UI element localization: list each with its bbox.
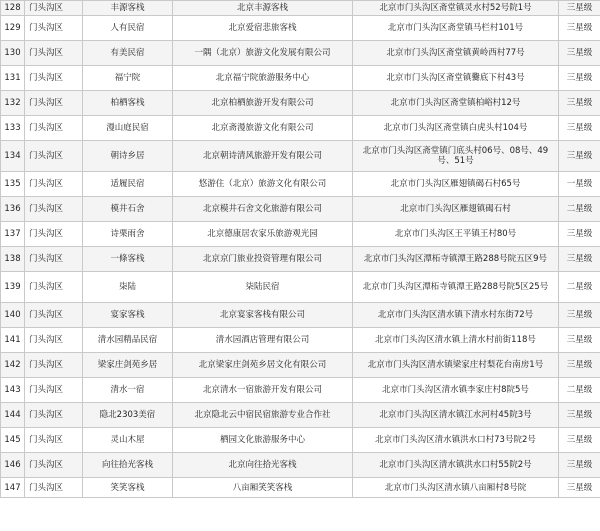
row-number: 143 (1, 378, 25, 403)
district: 门头沟区 (25, 116, 83, 141)
guesthouse-name: 朝诗乡居 (83, 141, 173, 172)
operator-company: 北京福宁院旅游服务中心 (173, 66, 353, 91)
row-number: 139 (1, 272, 25, 303)
operator-company: 一隅（北京）旅游文化发展有限公司 (173, 41, 353, 66)
table-body (1, 1, 600, 498)
address: 北京市门头沟区清水镇梁家庄村梨花台南房1号 (353, 353, 559, 378)
table-row (1, 353, 600, 378)
star-grade: 三星级 (559, 403, 600, 428)
address: 北京市门头沟区潭柘寺镇潭王路288号院五区9号 (353, 247, 559, 272)
operator-company: 北京京门旅业投资管理有限公司 (173, 247, 353, 272)
address: 北京市门头沟区清水镇下清水村东街72号 (353, 303, 559, 328)
address: 北京市门头沟区潭柘寺镇潭王路288号院5区25号 (353, 272, 559, 303)
row-number: 138 (1, 247, 25, 272)
operator-company: 北京梁家庄剑苑乡居文化有限公司 (173, 353, 353, 378)
star-grade: 三星级 (559, 453, 600, 478)
table-row (1, 328, 600, 353)
district: 门头沟区 (25, 272, 83, 303)
address: 北京市门头沟区清水镇八亩厢村8号院 (353, 478, 559, 498)
table-row (1, 41, 600, 66)
guesthouse-name: 适履民宿 (83, 172, 173, 197)
operator-company: 栖园文化旅游服务中心 (173, 428, 353, 453)
star-grade: 二星级 (559, 197, 600, 222)
row-number: 133 (1, 116, 25, 141)
star-grade: 三星级 (559, 353, 600, 378)
address: 北京市门头沟区斋堂镇白虎头村104号 (353, 116, 559, 141)
row-number: 132 (1, 91, 25, 116)
address: 北京市门头沟区雁翅镇碣石村65号 (353, 172, 559, 197)
table-row (1, 478, 600, 498)
address: 北京市门头沟区斋堂镇黄岭西村77号 (353, 41, 559, 66)
star-grade: 三星级 (559, 222, 600, 247)
district: 门头沟区 (25, 1, 83, 16)
table-row (1, 303, 600, 328)
guesthouse-name: 灵山木屋 (83, 428, 173, 453)
operator-company: 北京隐北云中宿民宿旅游专业合作社 (173, 403, 353, 428)
district: 门头沟区 (25, 378, 83, 403)
table-row (1, 222, 600, 247)
row-number: 131 (1, 66, 25, 91)
address: 北京市门头沟区斋堂镇门底头村06号、08号、49号、51号 (353, 141, 559, 172)
table-row (1, 116, 600, 141)
operator-company: 北京向往拾光客栈 (173, 453, 353, 478)
operator-company: 北京朝诗清风旅游开发有限公司 (173, 141, 353, 172)
district: 门头沟区 (25, 247, 83, 272)
row-number: 144 (1, 403, 25, 428)
star-grade: 一星级 (559, 172, 600, 197)
guesthouse-name: 有美民宿 (83, 41, 173, 66)
star-grade: 三星级 (559, 328, 600, 353)
row-number: 137 (1, 222, 25, 247)
table-row (1, 16, 600, 41)
row-number: 135 (1, 172, 25, 197)
row-number: 145 (1, 428, 25, 453)
address: 北京市门头沟区斋堂镇马栏村101号 (353, 16, 559, 41)
star-grade: 三星级 (559, 1, 600, 16)
table-row (1, 66, 600, 91)
operator-company: 北京清水一宿旅游开发有限公司 (173, 378, 353, 403)
table-row (1, 272, 600, 303)
district: 门头沟区 (25, 16, 83, 41)
guesthouse-name: 丰源客栈 (83, 1, 173, 16)
district: 门头沟区 (25, 403, 83, 428)
row-number: 130 (1, 41, 25, 66)
address: 北京市门头沟区雁翅镇碣石村 (353, 197, 559, 222)
guesthouse-name: 清水园精品民宿 (83, 328, 173, 353)
operator-company: 北京宴家客栈有限公司 (173, 303, 353, 328)
star-grade: 三星级 (559, 478, 600, 498)
star-grade: 二星级 (559, 378, 600, 403)
guesthouse-name: 隐北2303美宿 (83, 403, 173, 428)
district: 门头沟区 (25, 222, 83, 247)
row-number: 136 (1, 197, 25, 222)
row-number: 147 (1, 478, 25, 498)
guesthouse-name: 人有民宿 (83, 16, 173, 41)
district: 门头沟区 (25, 478, 83, 498)
table-row (1, 403, 600, 428)
address: 北京市门头沟区清水镇洪水口村55院2号 (353, 453, 559, 478)
operator-company: 北京柏栖旅游开发有限公司 (173, 91, 353, 116)
guesthouse-name: 宴家客栈 (83, 303, 173, 328)
guesthouse-name: 一條客栈 (83, 247, 173, 272)
star-grade: 三星级 (559, 303, 600, 328)
table-row (1, 428, 600, 453)
row-number: 141 (1, 328, 25, 353)
star-grade: 三星级 (559, 247, 600, 272)
operator-company: 北京德康居农家乐旅游观光园 (173, 222, 353, 247)
star-grade: 二星级 (559, 272, 600, 303)
address: 北京市门头沟区王平镇王村80号 (353, 222, 559, 247)
operator-company: 北京模井石舍文化旅游有限公司 (173, 197, 353, 222)
table-row (1, 453, 600, 478)
district: 门头沟区 (25, 141, 83, 172)
row-number: 142 (1, 353, 25, 378)
address: 北京市门头沟区清水镇上清水村前街118号 (353, 328, 559, 353)
guesthouse-name: 向往拾光客栈 (83, 453, 173, 478)
star-grade: 三星级 (559, 91, 600, 116)
district: 门头沟区 (25, 41, 83, 66)
operator-company: 北京爱宿悲旅客栈 (173, 16, 353, 41)
table-row (1, 247, 600, 272)
row-number: 128 (1, 1, 25, 16)
guesthouse-name: 梁家庄剑苑乡居 (83, 353, 173, 378)
address: 北京市门头沟区清水镇李家庄村8院5号 (353, 378, 559, 403)
table-row (1, 378, 600, 403)
row-number: 129 (1, 16, 25, 41)
district: 门头沟区 (25, 428, 83, 453)
district: 门头沟区 (25, 353, 83, 378)
district: 门头沟区 (25, 328, 83, 353)
guesthouse-name: 柒陆 (83, 272, 173, 303)
guesthouse-name: 笑笑客栈 (83, 478, 173, 498)
row-number: 134 (1, 141, 25, 172)
operator-company: 悠游住（北京）旅游文化有限公司 (173, 172, 353, 197)
table-row (1, 1, 600, 16)
address: 北京市门头沟区清水镇江水河村45院3号 (353, 403, 559, 428)
address: 北京市门头沟区斋堂镇爨底下村43号 (353, 66, 559, 91)
district: 门头沟区 (25, 453, 83, 478)
row-number: 146 (1, 453, 25, 478)
operator-company: 柒陆民宿 (173, 272, 353, 303)
district: 门头沟区 (25, 172, 83, 197)
district: 门头沟区 (25, 197, 83, 222)
table-row (1, 197, 600, 222)
address: 北京市门头沟区斋堂镇柏峪村12号 (353, 91, 559, 116)
address: 北京市门头沟区清水镇洪水口村73号院2号 (353, 428, 559, 453)
table-row (1, 141, 600, 172)
star-grade: 三星级 (559, 428, 600, 453)
guesthouse-name: 柏栖客栈 (83, 91, 173, 116)
operator-company: 清水园酒店管理有限公司 (173, 328, 353, 353)
star-grade: 三星级 (559, 16, 600, 41)
table-row (1, 172, 600, 197)
district: 门头沟区 (25, 66, 83, 91)
star-grade: 三星级 (559, 116, 600, 141)
district: 门头沟区 (25, 91, 83, 116)
operator-company: 北京丰源客栈 (173, 1, 353, 16)
guesthouse-name: 诗栗雨舍 (83, 222, 173, 247)
guesthouse-name: 漫山庭民宿 (83, 116, 173, 141)
star-grade: 三星级 (559, 66, 600, 91)
table-row (1, 91, 600, 116)
guesthouse-name: 清水一宿 (83, 378, 173, 403)
address: 北京市门头沟区斋堂镇灵水村52号院1号 (353, 1, 559, 16)
row-number: 140 (1, 303, 25, 328)
guesthouse-name: 福宁院 (83, 66, 173, 91)
star-grade: 三星级 (559, 141, 600, 172)
guesthouse-name: 模井石舍 (83, 197, 173, 222)
operator-company: 北京斋漫旅游文化有限公司 (173, 116, 353, 141)
district: 门头沟区 (25, 303, 83, 328)
star-grade: 三星级 (559, 41, 600, 66)
operator-company: 八亩厢笑笑客栈 (173, 478, 353, 498)
